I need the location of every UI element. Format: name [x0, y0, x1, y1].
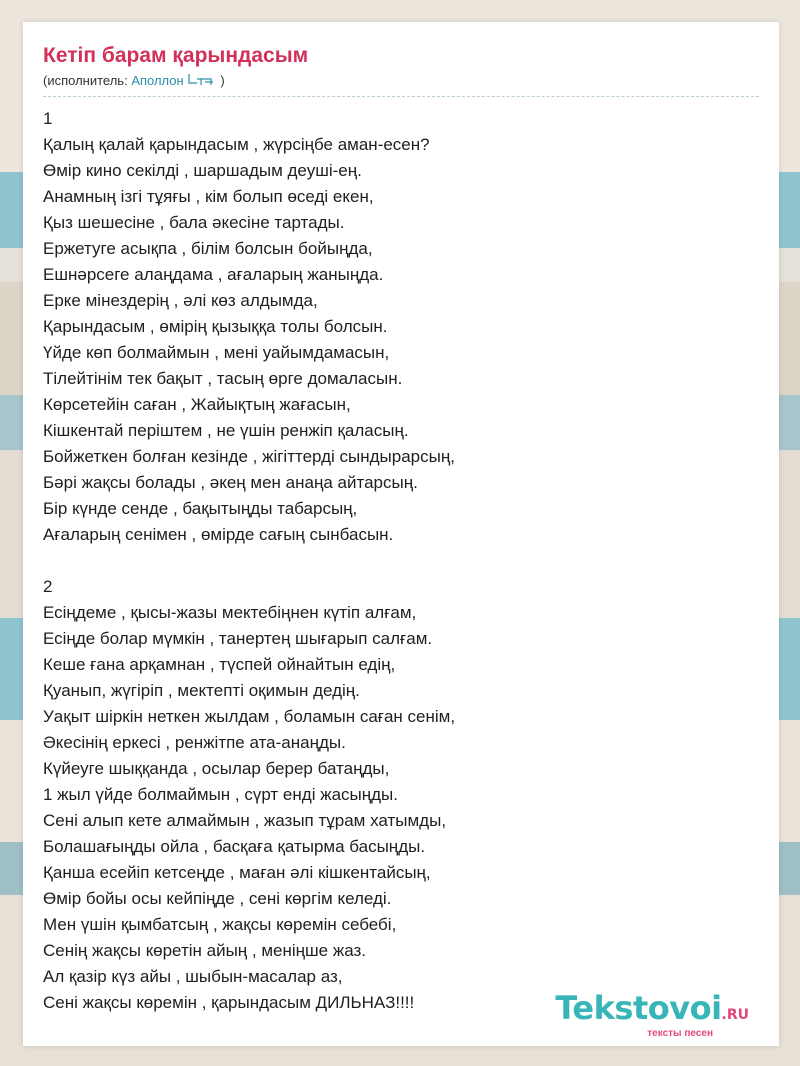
lyric-line: Сенің жақсы көретін айың , меніңше жаз.	[43, 941, 367, 960]
lyric-line: Есіңде болар мүмкін , танертең шығарып салғам.	[43, 629, 433, 648]
song-title: Кетіп барам қарындасым	[43, 44, 309, 67]
lyric-line: Қыз шешесіне , бала әкесіне тартады.	[43, 213, 345, 232]
lyric-line: Ағаларың сенімен , өмірде сағың сынбасын.	[43, 525, 394, 544]
lyric-line: Есіңдеме , қысы-жазы мектебіңнен күтіп алғам,	[43, 603, 417, 622]
artist-name: Аполлон	[131, 73, 184, 88]
lyric-line: Уақыт шіркін неткен жылдам , боламын саған сенім,	[43, 707, 456, 726]
watermark-brand: Tekstovoi	[555, 989, 722, 1027]
lyric-line: Болашағыңды ойла , басқаға қатырма басыңды.	[43, 837, 426, 856]
lyric-line: Көрсетейін саған , Жайықтың жағасын,	[43, 395, 351, 414]
watermark-subtitle: тексты песен	[647, 1028, 713, 1039]
lyric-line: Үйде көп болмаймын , мені уайымдамасын,	[43, 343, 390, 362]
lyric-line: Өмір бойы осы кейпіңде , сені көргім келеді.	[43, 889, 392, 908]
site-watermark	[555, 991, 749, 1040]
lyric-line: Анамның ізгі тұяғы , кім болып өседі екен,	[43, 187, 374, 206]
lyric-line: 1 жыл үйде болмаймын , сүрт енді жасыңды.	[43, 785, 398, 804]
watermark-logo	[555, 991, 749, 1032]
verse	[43, 574, 743, 1016]
lyric-line: Ешнәрсеге алаңдама , ағаларың жаныңда.	[43, 265, 384, 284]
verse	[43, 106, 743, 548]
lyric-line: Өмір кино секілді , шаршадым деуші-ең.	[43, 161, 362, 180]
lyric-line: Күйеуге шыққанда , осылар берер батаңды,	[43, 759, 390, 778]
lyric-line: Кеше ғана арқамнан , түспей ойнайтын едің,	[43, 655, 396, 674]
garbled-glyph-icon	[185, 73, 215, 87]
lyric-line: Тілейтінім тек бақыт , тасың өрге домаласын.	[43, 369, 403, 388]
lyric-line: Бір күнде сенде , бақытыңды табарсың,	[43, 499, 358, 518]
song-header	[43, 42, 759, 97]
artist-line	[43, 72, 759, 90]
lyrics-card	[23, 22, 779, 1046]
artist-link[interactable]	[131, 73, 216, 88]
lyric-line: Мен үшін қымбатсың , жақсы көремін себебі,	[43, 915, 397, 934]
lyric-line: Сені алып кете алмаймын , жазып тұрам хатымды,	[43, 811, 447, 830]
lyric-line: Ал қазір күз айы , шыбын-масалар аз,	[43, 967, 343, 986]
verse-number: 1	[43, 109, 53, 128]
lyric-line: Бойжеткен болған кезінде , жігіттерді сындырарсың,	[43, 447, 455, 466]
lyric-line: Қуанып, жүгіріп , мектепті оқимын дедің.	[43, 681, 360, 700]
watermark-tld: .RU	[721, 1007, 749, 1023]
lyric-line: Ерке мінездерің , әлі көз алдымда,	[43, 291, 318, 310]
lyrics-body	[43, 106, 743, 1016]
lyric-line: Кішкентай періштем , не үшін ренжіп қаласың.	[43, 421, 409, 440]
lyric-line: Қанша есейіп кетсеңде , маған әлі кішкентайсың,	[43, 863, 431, 882]
artist-suffix: )	[220, 73, 225, 88]
lyric-line: Ержетуге асықпа , білім болсын бойыңда,	[43, 239, 373, 258]
lyric-line: Әкесінің еркесі , ренжітпе ата-анаңды.	[43, 733, 346, 752]
artist-prefix: (исполнитель:	[43, 73, 128, 88]
verse-number: 2	[43, 577, 53, 596]
lyric-line: Сені жақсы көремін , қарындасым ДИЛЬНАЗ!!!!	[43, 993, 415, 1012]
lyric-line: Бәрі жақсы болады , әкең мен анаңа айтарсың.	[43, 473, 418, 492]
lyric-line: Қарындасым , өмірің қызыққа толы болсын.	[43, 317, 388, 336]
lyric-line: Қалың қалай қарындасым , жүрсіңбе аман-есен?	[43, 135, 430, 154]
